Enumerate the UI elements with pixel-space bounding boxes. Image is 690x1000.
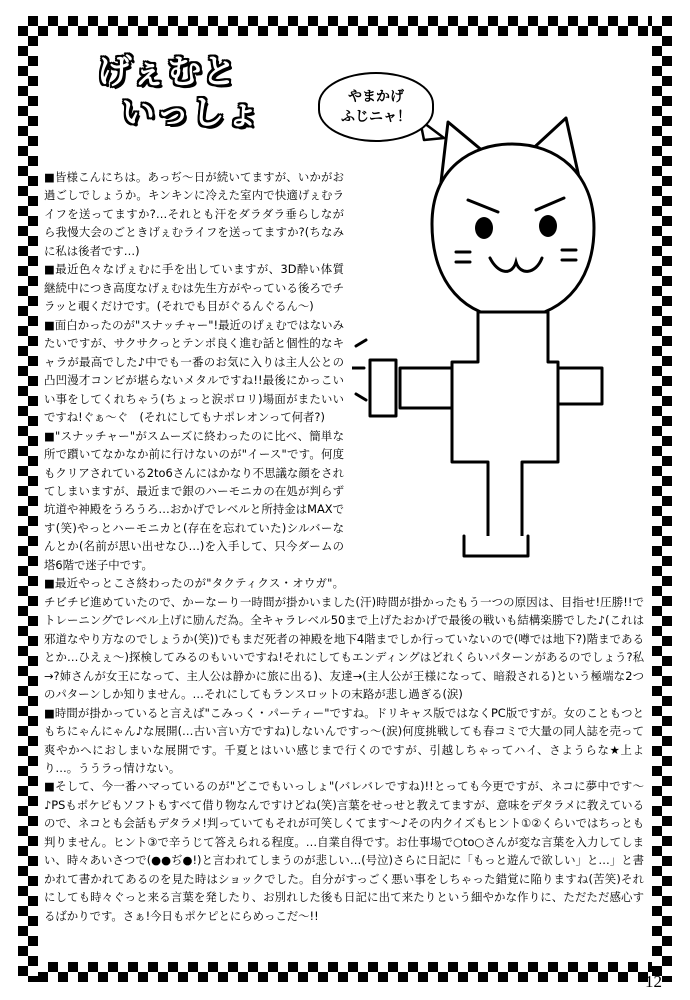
border-checker-bottom: [18, 962, 672, 982]
paragraph-2: ■最近色々なげぇむに手を出していますが、3D酔い体質継続中につき高度なげぇむは先生方がやっている後ろでチラッと覗くだけです。(それでも目がぐるんぐるん～): [44, 262, 344, 314]
page-title-line-2: いっしょ: [119, 93, 262, 134]
border-checker-left: [18, 16, 38, 982]
paragraph-3: ■面白かったのが"スナッチャー"!最近のげぇむではないみたいですが、サクサクっとテンポ良く進む話と個性的なキャラが最高でした♪中でも一番のお気に入りは主人公との凸凹漫才コンビが堪らないメタルですね!!最後にかっこいい事をしてくれちゃう(ちょっと涙ポロリ)場面がまたいいですね!ぐぁ～ぐ (それにしてもナポレオンって何者?): [44, 317, 344, 425]
cat-character-illustration: [352, 96, 652, 576]
speech-bubble-line-2: ふじニャ！: [341, 109, 411, 125]
border-checker-top: [18, 16, 672, 36]
paragraph-6: ■時間が掛かっていると言えば"こみっく・パーティー"ですね。ドリキャス版ではなくPC版ですが。女のこともつともちにゃんにゃん♪な展開(…古い言い方ですね)しないんですっ～(涙)何度挑戦しても春コミで大量の同人誌を売って爽やかへにおしまいな展開です。千夏とはいい感じまで行くのですが、引越しちゃってハイ、さようらな★上より…。ううラっ情けない。: [44, 705, 644, 775]
paragraph-4: ■"スナッチャー"がスムーズに終わったのに比べ、簡単な所で躓いてなかなか前に行けないのが"イース"です。何度もクリアされている2to6さんにはかなり不思議な顔をされてしまいますが、最近まで銀のハーモニカの在処が判らず坑道や神殿をうろうろ…おかげでレベルと所持金はMAXです(笑)やっとハーモニカと(存在を忘れていた)シルバーなんとか(名前が思い出せなひ…)を入手して、只今ダームの塔6階で迷子中です。: [44, 428, 344, 572]
page-number: 12: [645, 972, 662, 991]
paragraph-5: ■最近やっとこさ終わったのが"タクティクス・オウガ"。チビチビ進めていたので、かーなーり一時間が掛かいました(汗)時間が掛かったもう一つの原因は、目指せ!圧勝!!でトレーニングでレベル上げに励んだ為。全キャラレベル50まで上げたおかげで最後の戦いも結構楽勝でした♪(これは邪道なやり方なのでしょうか(笑))でもまだ死者の神殿を地下4階までしか行っていないので(噂では地下?)階まであるとか…ひえぇ～)探検してみるのもいいですね!それにしてもエンディングはどれくらいパターンがあるのでしょう?私→?姉さんが女王になって、主人公は静かに旅に出る)、友達→(主人公が王様になって、暗殺される)という極端な2つのパターンしか知りません。…それにしてもランスロットの末路が悲し過ぎる(涙): [44, 576, 644, 702]
paragraph-7: ■そして、今一番ハマっているのが"どこでもいっしょ"(バレバレですね)!!とっても今更ですが、ネコに夢中です～♪PSもポケピもソフトもすべて借り物なんですけどね(笑)言葉をせっせと教えてますが、意味をデタラメに教えているので、ネコとも会話もデタラメ!判っていてもそれが可笑しくてます～♪その内クイズもヒント①②くらいではちっとも判りません。ヒント③で辛うじて答えられる程度。…自業自得です。お仕事場で○to○さんが変な言葉を入力してしまい、時々あいさつで(●●ぢ●!)と言われてしまうのが悲しい…(号泣)さらに日記に「もっと遊んで欲しい」と…」と書かれて書かれてあるのを見た時はショックでした。自分がすっごく悪い事をしちゃった錯覚に陥りますね(苦笑)それにしても時々ぐっと来る言葉を発したり、お別れした後も日記に出て来たりという細やかな作りに、ただただ感心するばかりです。さぁ!今日もポケピとにらめっこだ～!!: [44, 779, 644, 923]
border-checker-right: [652, 16, 672, 982]
page-title-line-1: げぇむと: [96, 52, 239, 92]
speech-bubble: [318, 72, 434, 142]
speech-bubble-line-1: やまかげ: [348, 88, 404, 105]
paragraph-1: ■皆様こんにちは。あっぢ～日が続いてますが、いかがお過ごしでしょうか。キンキンに冷えた室内で快適げぇむライフを送ってますか?…それとも汗をダラダラ垂らしながら我慢大会のごときげぇむライフを送ってますか?(ちなみに私は後者です…): [44, 170, 344, 258]
